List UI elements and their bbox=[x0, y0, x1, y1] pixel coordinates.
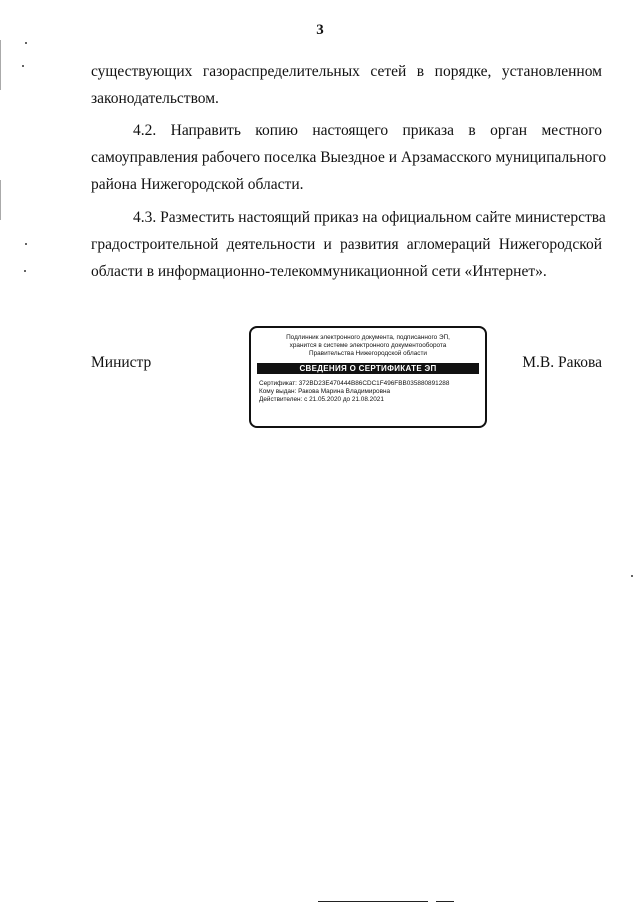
signatory-title: Министр bbox=[91, 354, 152, 371]
text-line: существующих газораспределительных сетей в порядке, установленном bbox=[91, 63, 602, 80]
stamp-header-line: Правительства Нижегородской области bbox=[308, 350, 428, 357]
stamp-certificate-info bbox=[259, 380, 485, 404]
scan-speck bbox=[631, 575, 633, 577]
footer-line bbox=[436, 901, 454, 902]
scan-speck bbox=[24, 270, 26, 272]
electronic-signature-stamp bbox=[249, 326, 487, 428]
scan-speck bbox=[25, 243, 27, 245]
text-line: самоуправления рабочего поселка Выездное и Арзамасского муниципального bbox=[91, 149, 607, 166]
text-line: градостроительной деятельности и развития агломераций Нижегородской bbox=[91, 236, 602, 253]
stamp-header-line: Подлинник электронного документа, подписанного ЭП, bbox=[286, 334, 450, 341]
signatory-name: М.В. Ракова bbox=[522, 354, 602, 371]
paragraph-4-3 bbox=[91, 204, 606, 285]
stamp-certificate-bar: СВЕДЕНИЯ О СЕРТИФИКАТЕ ЭП bbox=[257, 363, 479, 374]
certificate-number: Сертификат: 372BD23E470444B86CDC1F496FBB035880891288 bbox=[259, 380, 450, 387]
scan-speck bbox=[22, 65, 24, 67]
scan-edge-mark bbox=[0, 40, 1, 90]
footer-line bbox=[318, 901, 428, 902]
text-line: 4.3. Разместить настоящий приказ на официальном сайте министерства bbox=[133, 209, 606, 226]
paragraph-continuation bbox=[91, 58, 602, 112]
text-line: законодательством. bbox=[91, 90, 219, 107]
stamp-header-line: хранится в системе электронного документооборота bbox=[289, 342, 447, 349]
certificate-owner: Кому выдан: Ракова Марина Владимировна bbox=[259, 388, 391, 395]
scan-speck bbox=[25, 42, 27, 44]
text-line: области в информационно-телекоммуникационной сети «Интернет». bbox=[91, 263, 547, 280]
scan-edge-mark bbox=[0, 180, 1, 220]
certificate-validity: Действителен: с 21.05.2020 до 21.08.2021 bbox=[259, 396, 384, 403]
text-line: района Нижегородской области. bbox=[91, 176, 304, 193]
stamp-header bbox=[251, 334, 485, 358]
paragraph-4-2 bbox=[91, 117, 607, 198]
page-number: 3 bbox=[316, 22, 324, 38]
text-line: 4.2. Направить копию настоящего приказа в орган местного bbox=[133, 122, 602, 139]
